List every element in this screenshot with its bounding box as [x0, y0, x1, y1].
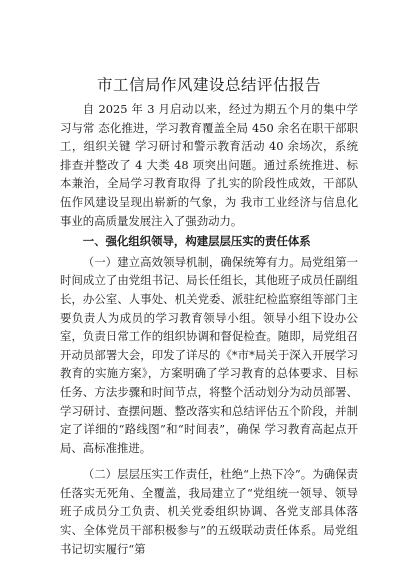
intro-paragraph: 自 2025 年 3 月启动以来，经过为期五个月的集中学习与常 态化推进，学习教育覆盖全局 450 余名在职干部职工，组织关键 学习研讨和警示教育活动 40 余场次，系统排查并整改了 4 大类 48 项突出问题。通过系统推进、标本兼治，全局学习教育取得 了扎实的阶段性成效，干部队伍作风建设呈现出崭新的气象，为 我市工业经济与信息化事业的高质量发展注入了强劲动力。: [60, 102, 358, 228]
paragraph-spacer: [60, 457, 358, 465]
body-paragraph-1: （一）建立高效领导机制，确保统筹有力。局党组第一时间成立了由党组书记、局长任组长，其他班子成员任副组长，办公室、人事处、机关党委、派驻纪检监察组等部门主要负责人为成员的学习教育领导小组。领导小组下设办公室，负责日常工作的组织协调和督促检查。随即，局党组召开动员部署大会，印发了详尽的《*市*局关于深入开展学习教育的实施方案》，方案明确了学习教育的总体要求、目标任务、方法步骤和时间节点，将整个活动划分为动员部署、学习研讨、查摆问题、整改落实和总结评估五个阶段，并制定了详细的“路线图”和“时间表”，确保 学习教育高起点开局、高标准推进。: [60, 254, 358, 455]
body-paragraph-2: （二）层层压实工作责任，杜绝“上热下冷”。为确保责任落实无死角、全覆盖，我局建立了“党组统一领导、领导班子成员分工负责、机关党委组织协调、各党支部具体落实、全体党员干部积极参与”的五级联动责任体系。局党组书记切实履行“第: [60, 467, 358, 556]
document-title: 市工信局作风建设总结评估报告: [96, 76, 321, 94]
section-heading: 一、强化组织领导，构建层层压实的责任体系: [82, 234, 311, 249]
document-page: [60, 74, 358, 558]
